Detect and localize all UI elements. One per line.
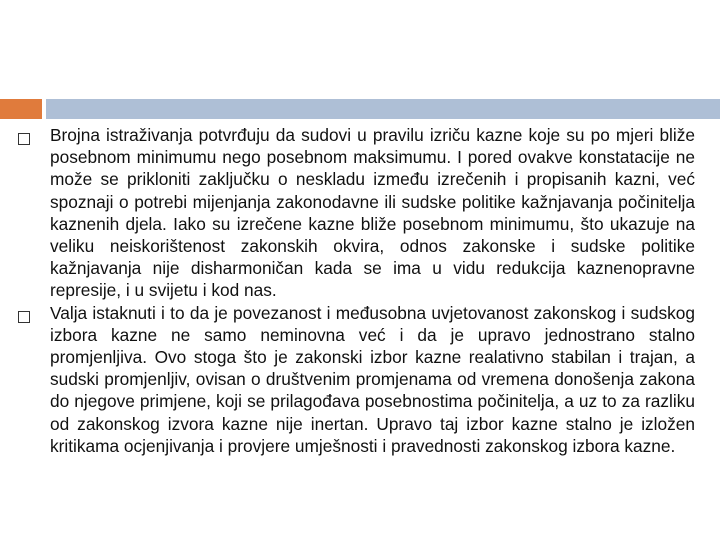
bullet-text: Valja istaknuti i to da je povezanost i međusobna uvjetovanost zakonskog i sudskog izbora kazne ne samo neminovna već i da je upravo jednostrano stalno promjenljiva. Ovo stoga što je zakonski izbor kazne realativno stabilan i trajan, a sudski promjenljiv, ovisan o društvenim promjenama od vremena donošenja zakona do njegove primjene, koji se prilagođava posebnostima počinitelja, a uz to za razliku od zakonskog izvora kazne nije inertan. Upravo taj izbor kazne stalno je izložen kritikama ocjenjivanja i provjere umješnosti i pravednosti zakonskog izbora kazne. (50, 302, 695, 456)
slide-content (10, 124, 695, 457)
bullet-item (10, 124, 695, 302)
header-accent-blue (46, 99, 720, 119)
square-bullet-icon (18, 311, 30, 323)
bullet-text: Brojna istraživanja potvrđuju da sudovi u pravilu izriču kazne koje su po mjeri bliže posebnom minimumu nego posebnom maksimumu. I pored ovakve konstatacije ne može se prikloniti zaključku o neskladu između izrečenih i propisanih kazni, već spoznaji o potrebi mijenjanja zakonodavne ili sudske politike kažnjavanja počinitelja kaznenih djela. Iako su izrečene kazne bliže posebnom minimumu, što ukazuje na veliku neiskorištenost zakonskih okvira, odnos zakonske i sudske politike kažnjavanja nije disharmoničan kada se ima u vidu redukcija kaznenopravne represije, i u svijetu i kod nas. (50, 125, 695, 301)
square-bullet-icon (18, 133, 30, 145)
slide-header-bar (0, 99, 720, 119)
bullet-item (10, 302, 695, 457)
header-accent-orange (0, 99, 42, 119)
